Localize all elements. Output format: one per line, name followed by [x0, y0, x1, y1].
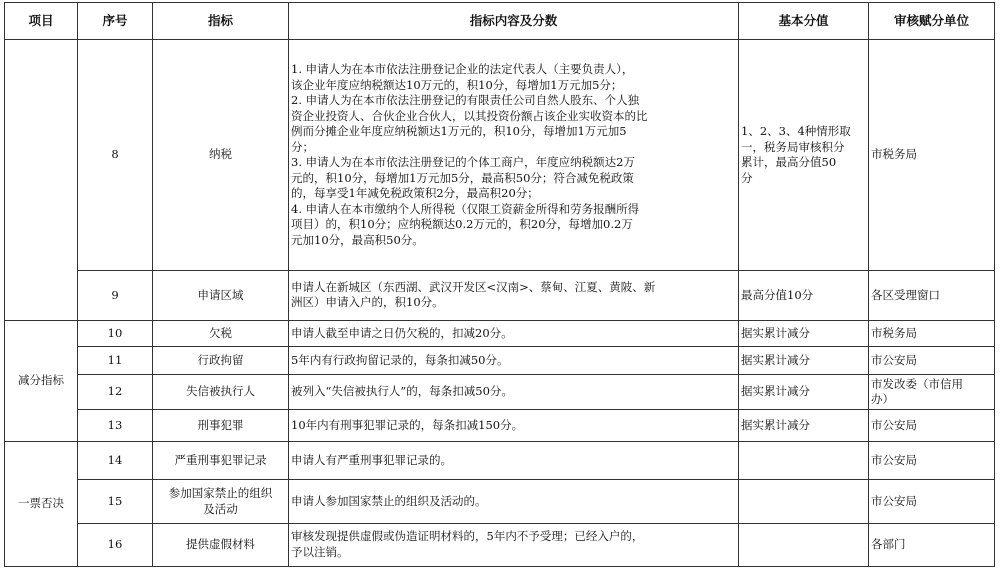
table-row [5, 480, 995, 523]
header-content: 指标内容及分数 [289, 3, 739, 40]
indicator-cell: 行政拘留 [153, 347, 289, 375]
content-cell: 审核发现提供虚假或伪造证明材料的，5年内不予受理；已经入户的， 予以注销。 [289, 523, 739, 566]
table-row [5, 347, 995, 375]
score-cell: 1、2、3、4种情形取 一，税务局审核积分 累计，最高分值50 分 [739, 40, 869, 271]
table-row [5, 523, 995, 566]
score-cell: 据实累计减分 [739, 347, 869, 375]
seq-cell: 14 [78, 442, 153, 480]
indicator-cell: 欠税 [153, 320, 289, 347]
indicator-cell: 申请区域 [153, 271, 289, 321]
content-cell: 5年内有行政拘留记录的，每条扣减50分。 [289, 347, 739, 375]
table-row [5, 375, 995, 410]
content-cell: 申请人参加国家禁止的组织及活动的。 [289, 480, 739, 523]
category-deduct: 减分指标 [5, 320, 78, 442]
indicator-cell: 提供虚假材料 [153, 523, 289, 566]
unit-cell: 市公安局 [869, 347, 995, 375]
table-row [5, 271, 995, 321]
header-indicator: 指标 [153, 3, 289, 40]
scoring-table [4, 2, 995, 567]
unit-cell: 市发改委（市信用 办） [869, 375, 995, 410]
indicator-cell: 严重刑事犯罪记录 [153, 442, 289, 480]
unit-cell: 各区受理窗口 [869, 271, 995, 321]
table-row [5, 410, 995, 442]
score-cell: 据实累计减分 [739, 410, 869, 442]
indicator-cell: 刑事犯罪 [153, 410, 289, 442]
header-category: 项目 [5, 3, 78, 40]
table-row [5, 442, 995, 480]
table-row [5, 40, 995, 271]
header-unit: 审核赋分单位 [869, 3, 995, 40]
unit-cell: 各部门 [869, 523, 995, 566]
category-veto: 一票否决 [5, 442, 78, 567]
seq-cell: 16 [78, 523, 153, 566]
seq-cell: 13 [78, 410, 153, 442]
unit-cell: 市税务局 [869, 40, 995, 271]
seq-cell: 12 [78, 375, 153, 410]
content-cell: 申请人有严重刑事犯罪记录的。 [289, 442, 739, 480]
unit-cell: 市公安局 [869, 480, 995, 523]
score-cell [739, 480, 869, 523]
score-cell: 据实累计减分 [739, 375, 869, 410]
seq-cell: 9 [78, 271, 153, 321]
indicator-cell: 失信被执行人 [153, 375, 289, 410]
seq-cell: 10 [78, 320, 153, 347]
content-cell: 1. 申请人为在本市依法注册登记企业的法定代表人（主要负责人）， 该企业年度应纳税额达10万元的，积10分，每增加1万元加5分； 2. 申请人为在本市依法注册登记的有限责任公司自然人股东、个人独 资企业投资人、合伙企业合伙人，以其投资份额占该企业实收资本的比 例而分摊企业年度应纳税额达1万元的，积10分，每增加1万元加5 分； 3. 申请人为在本市依法注册登记的个体工商户，年度应纳税额达2万 元的，积10分，每增加1万元加5分，最高积50分；符合减免税政策 的，每享受1年减免税政策积2分，最高积20分； 4. 申请人在本市缴纳个人所得税（仅限工资薪金所得和劳务报酬所得 项目）的，积10分；应纳税额达0.2万元的，积20分，每增加0.2万 元加10分，最高积50分。 [289, 40, 739, 271]
content-cell: 申请人在新城区（东西湖、武汉开发区<汉南>、蔡甸、江夏、黄陂、新 洲区）申请入户的，积10分。 [289, 271, 739, 321]
score-cell [739, 523, 869, 566]
indicator-cell: 参加国家禁止的组织 及活动 [153, 480, 289, 523]
seq-cell: 11 [78, 347, 153, 375]
score-cell [739, 442, 869, 480]
seq-cell: 15 [78, 480, 153, 523]
score-cell: 据实累计减分 [739, 320, 869, 347]
content-cell: 被列入“失信被执行人”的，每条扣减50分。 [289, 375, 739, 410]
header-score: 基本分值 [739, 3, 869, 40]
header-row [5, 3, 995, 40]
content-cell: 申请人截至申请之日仍欠税的，扣减20分。 [289, 320, 739, 347]
unit-cell: 市税务局 [869, 320, 995, 347]
content-cell: 10年内有刑事犯罪记录的，每条扣减150分。 [289, 410, 739, 442]
unit-cell: 市公安局 [869, 410, 995, 442]
unit-cell: 市公安局 [869, 442, 995, 480]
table-row [5, 320, 995, 347]
seq-cell: 8 [78, 40, 153, 271]
score-cell: 最高分值10分 [739, 271, 869, 321]
category-cell-continued [5, 40, 78, 321]
indicator-cell: 纳税 [153, 40, 289, 271]
header-seq: 序号 [78, 3, 153, 40]
